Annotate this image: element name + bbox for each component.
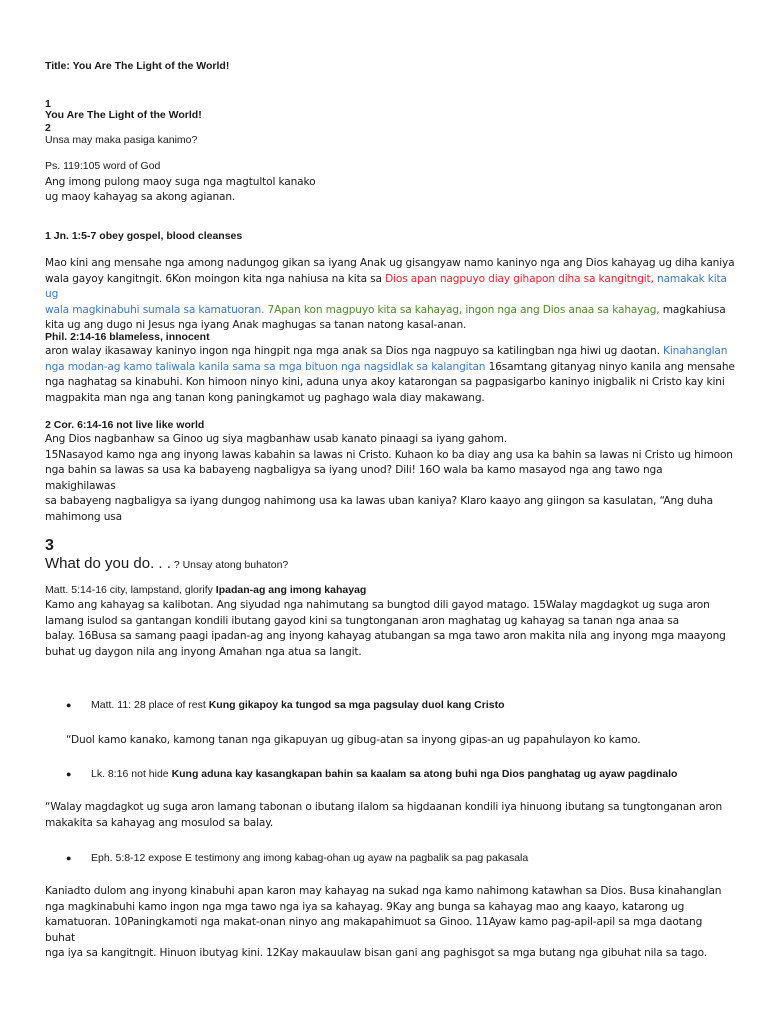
cor-line-1: Ang Dios nagbanhaw sa Ginoo ug siya magbanhaw usab kanato pinaagi sa iyang gahom.	[45, 433, 508, 445]
eph-line-3: kamatuoran. 10Paningkamoti nga makat-onan ninyo ang makapahimuot sa Ginoo. 11Ayaw kamo pag-apil-apil sa mga daotang buhat	[45, 916, 703, 944]
quote-1: “Duol kamo kanako, kamong tanan nga gikapuyan ug gibug-atan sa inyong gipas-an ug papahulayon ko kamo.	[66, 734, 641, 746]
cor-line-2: 15Nasayod kamo nga ang inyong lawas kabahin sa lawas ni Cristo. Kuhaon ko ba diay ang usa ka bahin sa lawas ni Cristo ug himoon	[45, 448, 733, 461]
john-line-2	[45, 272, 735, 303]
section-3-number: 3	[45, 537, 54, 554]
matthew-paragraph	[45, 598, 735, 660]
phil-line-3: nga naghatag sa kinabuhi. Kon himoon ninyo kini, aduna unya akoy katarongan sa pagpasigarbo kaninyo inigbalik ni Cristo kay kini	[45, 376, 725, 389]
bullet-2	[91, 767, 677, 782]
section-3-title: What do you do. . .	[45, 555, 171, 572]
section-1-heading: You Are The Light of the World!	[45, 109, 202, 121]
eph-line-1: Kaniadto dulom ang inyong kinabuhi apan karon may kahayag na sukad nga kamo nahimong katawhan sa Dios. Busa kinahanglan	[45, 885, 722, 897]
corinthians-paragraph	[45, 432, 735, 526]
cor-line-3: nga bahin sa lawas sa usa ka babayeng nagbaligya sa iyang unod? Dili! 16O wala ba kamo masayod nga ang tawo nga makighilawas	[45, 464, 663, 492]
quote-2-line-1: “Walay magdagkot ug suga aron lamang tabonan o ibutang ilalom sa higdaanan kondili iya hinuong ibutang sa tungtonganan aron	[45, 801, 723, 813]
matthew-reference	[45, 583, 735, 598]
matt-line-3: balay. 16Busa sa samang paagi ipadan-ag ang inyong kahayag atubangan sa mga tawo aron makita nila ang inyong mga maayong	[45, 630, 726, 643]
phil-line-4: magpakita man nga ang tanan kong paningkamot ug paghago wala diay makawang.	[45, 391, 485, 404]
bullet-2-bold: Kung aduna kay kasangkapan bahin sa kaalam sa atong buhi nga Dios panghatag ug ayaw pagdinalo	[171, 768, 678, 780]
eph-line-4: nga iya sa kangitngit. Hinuon ibutyag kini. 12Kay makauulaw bisan gani ang paghisgot sa mga butang nga gibuhat nila sa tago.	[45, 947, 707, 960]
bullet-1-ref: Matt. 11: 28 place of rest	[91, 699, 209, 711]
cor-line-5: mahimong usa	[45, 510, 123, 523]
bullet-3: Eph. 5:8-12 expose E testimony ang imong kabag-ohan ug ayaw na pagbalik sa pag pakasala	[91, 852, 529, 864]
section-2-heading: Unsa may maka pasiga kanimo?	[45, 134, 198, 146]
phil-line-1	[45, 344, 735, 360]
section-3-heading	[45, 555, 735, 573]
john-line-1: Mao kini ang mensahe nga among nadungog gikan sa iyang Anak ug gisangyaw namo kaninyo nga ang Dios kahayag ug diha kaniya	[45, 257, 735, 269]
section-3-subtitle: ? Unsay atong buhaton?	[170, 559, 289, 571]
philippians-paragraph	[45, 344, 735, 406]
document-title: Title: You Are The Light of the World!	[45, 60, 230, 72]
corinthians-heading: 2 Cor. 6:14-16 not live like world	[45, 419, 205, 431]
john-paragraph	[45, 256, 735, 334]
john-line-3-end: magkahiusa	[659, 303, 726, 316]
cor-line-4: sa babayeng nagbaligya sa iyang dungog nahimong usa ka lawas uban kaniya? Klaro kaayo ang giingon sa kasulatan, “Ang duha	[45, 495, 713, 508]
matthew-ref-text: Matt. 5:14-16 city, lampstand, glorify	[45, 584, 216, 596]
bullet-1-bold: Kung gikapoy ka tungod sa mga pagsulay duol kang Cristo	[208, 699, 505, 711]
matt-line-4: buhat ug daygon nila ang inyong Amahan nga atua sa langit.	[45, 645, 362, 658]
john-line-4: kita ug ang dugo ni Jesus nga iyang Anak maghugas sa tanan natong kasal-anan.	[45, 319, 467, 332]
phil-blue-text-2: nga modan-ag kamo taliwala kanila sama sa mga bituon nga nagsidlak sa kalangitan	[45, 360, 486, 373]
ephesians-paragraph	[45, 884, 735, 962]
john-green-text: 7Apan kon magpuyo kita sa kahayag, ingon nga ang Dios anaa sa kahayag,	[264, 303, 660, 316]
matt-line-2: lamang isulod sa gantangan kondili ibutang gayod kini sa tungtonganan aron maghatag ug kahayag sa tanan nga anaa sa	[45, 614, 680, 627]
bullet-2-marker: ●	[66, 769, 72, 779]
matt-line-1: Kamo ang kahayag sa kalibotan. Ang siyudad nga nahimutang sa bungtod dili gayod matago. 15Walay magdagkot ug suga aron	[45, 599, 710, 611]
psalm-line-1: Ang imong pulong maoy suga nga magtultol kanako	[45, 176, 316, 188]
bullet-1-marker: ●	[66, 700, 72, 710]
phil-line-2	[45, 360, 735, 376]
matthew-ref-bold: Ipadan-ag ang imong kahayag	[215, 584, 367, 596]
section-2-number: 2	[45, 122, 51, 134]
phil-line-1-text: aron walay ikasaway kaninyo ingon nga hingpit nga mga anak sa Dios nga nagpuyo sa katilingban nga hiwi ug daotan.	[45, 345, 660, 357]
quote-2	[45, 800, 735, 831]
psalm-reference: Ps. 119:105 word of God	[45, 160, 161, 172]
quote-2-line-2: makakita sa kahayag ang mosulod sa balay.	[45, 816, 274, 829]
john-red-text: Dios apan nagpuyo diay gihapon diha sa kangitngit,	[385, 272, 654, 285]
phil-blue-text: Kinahanglan	[659, 345, 728, 357]
john-blue-text: namakak kita ug	[45, 272, 727, 301]
john-blue-text-2: wala magkinabuhi sumala sa kamatuoran.	[45, 303, 265, 316]
bullet-2-ref: Lk. 8:16 not hide	[91, 768, 172, 780]
philippians-heading: Phil. 2:14-16 blameless, innocent	[45, 331, 210, 343]
section-1-number: 1	[45, 98, 51, 110]
john-heading: 1 Jn. 1:5-7 obey gospel, blood cleanses	[45, 230, 243, 242]
psalm-line-2: ug maoy kahayag sa akong agianan.	[45, 191, 236, 203]
john-line-3	[45, 303, 735, 319]
phil-line-2-end: 16samtang gitanyag ninyo kanila ang mensahe	[485, 360, 735, 373]
bullet-3-marker: ●	[66, 853, 72, 863]
john-line-2-text: wala gayoy kangitngit. 6Kon moingon kita nga nahiusa na kita sa	[45, 272, 386, 285]
bullet-1	[91, 698, 505, 713]
eph-line-2: nga magkinabuhi kamo ingon nga mga tawo nga iya sa kahayag. 9Kay ang bunga sa kahayag mao ang kaayo, katarong ug	[45, 900, 685, 913]
